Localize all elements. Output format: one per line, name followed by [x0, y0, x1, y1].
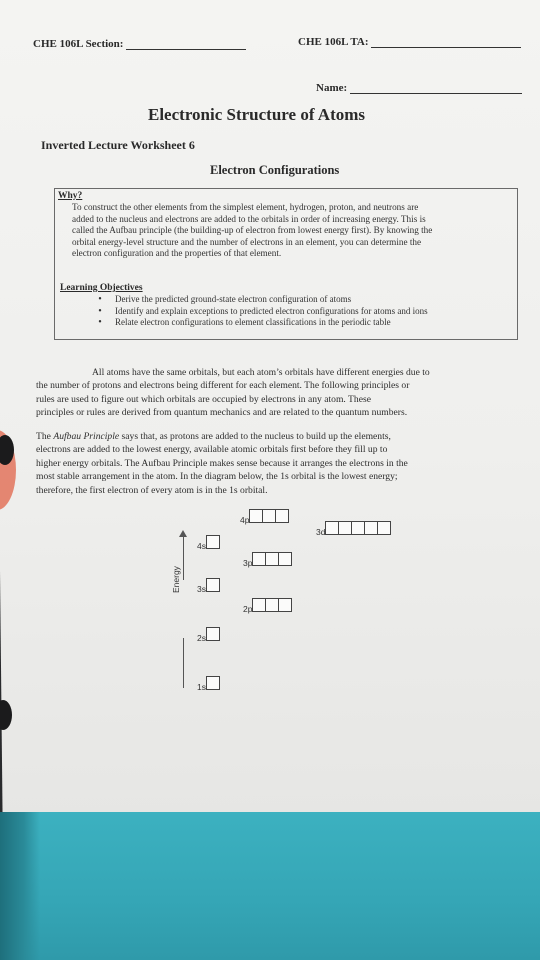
orbital-box[interactable] [252, 552, 266, 566]
ta-label: CHE 106L TA: [298, 36, 369, 48]
orbital-4p [240, 509, 288, 528]
objective-text: Identify and explain exceptions to predicted electron configurations for atoms and ions [115, 305, 428, 316]
orbital-box[interactable] [249, 509, 263, 523]
objectives-list [85, 294, 515, 329]
paragraph-line: higher energy orbitals. The Aufbau Principle makes sense because it arranges the electrons in the [36, 457, 408, 469]
orbital-box[interactable] [206, 578, 220, 592]
aufbau-intro-text: The [36, 431, 54, 442]
orbital-box[interactable] [325, 521, 339, 535]
tablecloth-shadow [0, 812, 40, 960]
energy-axis-lower [183, 638, 184, 688]
orbital-3d [316, 521, 390, 540]
list-item [85, 306, 515, 318]
section-blank[interactable] [126, 40, 246, 50]
orbital-2p [243, 598, 291, 617]
paragraph-line: rules are used to figure out which orbitals are occupied by electrons in any atom. These [36, 393, 371, 405]
worksheet-number: Inverted Lecture Worksheet 6 [41, 138, 195, 152]
why-line: orbital energy-level structure and the number of electrons in an element, you can determine the [72, 236, 422, 247]
orbital-3s [197, 578, 219, 597]
why-line: electron configuration and the properties of that element. [72, 248, 282, 259]
bullet-icon: • [98, 305, 102, 317]
why-line: To construct the other elements from the simplest element, hydrogen, proton, and neutrons are [72, 202, 419, 212]
orbital-box[interactable] [206, 676, 220, 690]
bullet-icon: • [98, 294, 102, 305]
orbital-label: 3p [243, 558, 253, 568]
energy-axis-upper [183, 534, 184, 580]
orbital-box[interactable] [351, 521, 365, 535]
paragraph-line: therefore, the first electron of every atom is in the 1s orbital. [36, 484, 268, 496]
orbital-box[interactable] [252, 598, 266, 612]
why-label: Why? [58, 191, 83, 201]
paragraph-line: electrons are added to the lowest energy, available atomic orbitals first before they fill up to [36, 444, 388, 456]
paragraph-line: the number of protons and electrons being different for each element. The following principles or [36, 380, 410, 392]
paragraph-line [36, 430, 521, 443]
intro-paragraph [36, 366, 521, 420]
why-line: called the Aufbau principle (the building-up of electron from lowest energy first). By knowing the [72, 225, 433, 236]
orbital-label: 2s [197, 633, 206, 643]
aufbau-term: Aufbau Principle [53, 431, 120, 442]
orbital-label: 1s [197, 682, 206, 692]
orbital-box[interactable] [377, 521, 391, 535]
orbital-box[interactable] [262, 509, 276, 523]
orbital-box[interactable] [278, 552, 292, 566]
orbital-box[interactable] [364, 521, 378, 535]
orbital-2s [197, 627, 219, 646]
name-label: Name: [316, 82, 348, 94]
orbital-label: 4p [240, 515, 250, 525]
orbital-box[interactable] [275, 509, 289, 523]
orbital-4s [197, 535, 219, 554]
ta-field [298, 36, 521, 48]
objectives-box [54, 188, 518, 340]
energy-axis-label: Energy [171, 566, 181, 593]
paragraph-line: most stable arrangement in the atom. In the diagram below, the 1s orbital is the lowest energy; [36, 471, 398, 483]
bullet-icon: • [98, 317, 102, 328]
name-field [316, 82, 522, 94]
orbital-box[interactable] [278, 598, 292, 612]
why-line: added to the nucleus and electrons are added to the orbitals in order of increasing energy. This is [72, 213, 426, 224]
ta-blank[interactable] [371, 38, 521, 48]
orbital-1s [197, 676, 219, 695]
orbital-label: 4s [197, 541, 206, 551]
orbital-box[interactable] [206, 627, 220, 641]
list-item [85, 294, 515, 306]
orbital-label: 3d [316, 527, 326, 537]
aufbau-intro-rest: says that, as protons are added to the nucleus to build up the elements, [119, 431, 391, 442]
list-item [85, 317, 515, 329]
section-field [33, 38, 246, 50]
section-heading: Electron Configurations [210, 163, 340, 177]
tablecloth-background [0, 812, 540, 960]
orbital-label: 2p [243, 604, 253, 614]
objective-text: Relate electron configurations to element classifications in the periodic table [115, 317, 391, 327]
energy-arrow-icon [179, 530, 187, 537]
section-label: CHE 106L Section: [33, 38, 124, 50]
orbital-label: 3s [197, 584, 206, 594]
aufbau-paragraph [36, 430, 521, 497]
paragraph-line: principles or rules are derived from quantum mechanics and are related to the quantum numbers. [36, 407, 408, 419]
orbital-box[interactable] [338, 521, 352, 535]
orbital-box[interactable] [265, 598, 279, 612]
orbital-box[interactable] [206, 535, 220, 549]
objective-text: Derive the predicted ground-state electron configuration of atoms [115, 294, 352, 304]
learning-objectives-label: Learning Objectives [60, 283, 143, 293]
name-blank[interactable] [350, 84, 522, 94]
orbital-box[interactable] [265, 552, 279, 566]
paragraph-line: All atoms have the same orbitals, but each atom’s orbitals have different energies due to [92, 367, 430, 378]
orbital-3p [243, 552, 291, 571]
page-title: Electronic Structure of Atoms [148, 105, 366, 124]
